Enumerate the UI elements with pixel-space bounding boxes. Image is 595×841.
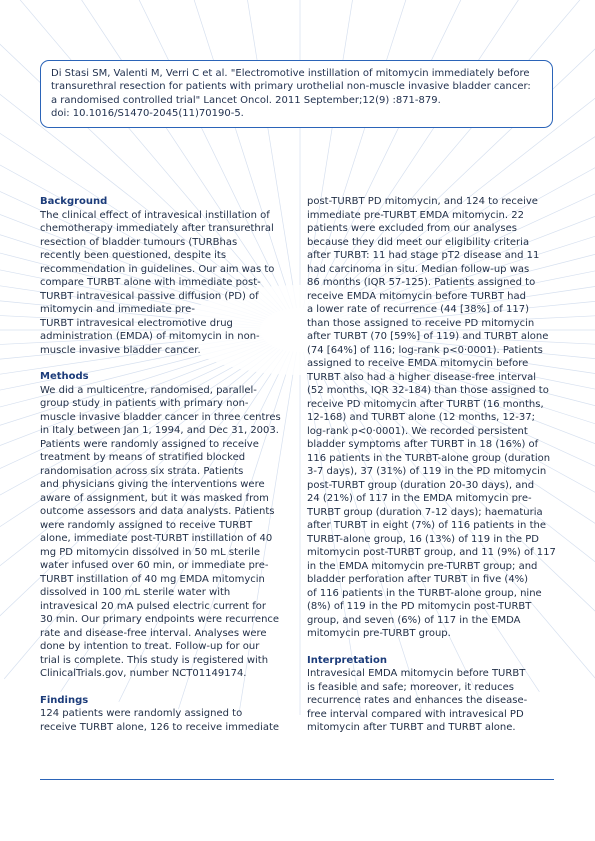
text-line: TURBT instillation of 40 mg EMDA mitomycin xyxy=(40,573,265,585)
text-line: TURBT intravesical electromotive drug xyxy=(40,317,233,329)
text-line: 3-7 days), 37 (31%) of 119 in the PD mitomycin xyxy=(307,466,547,477)
text-line: (52 months, IQR 32-184) than those assigned to xyxy=(307,385,549,396)
text-line: muscle invasive bladder cancer in three centres xyxy=(40,411,281,423)
text-line: Intravesical EMDA mitomycin before TURBT xyxy=(307,668,526,679)
text-line: receive TURBT alone, 126 to receive immediate xyxy=(40,721,280,733)
text-line: after TURBT: 11 had stage pT2 disease and 11 xyxy=(307,250,540,261)
text-line: rate and disease-free interval. Analyses were xyxy=(40,627,267,639)
text-line: recently been questioned, despite its xyxy=(40,250,227,261)
text-line: The clinical effect of intravesical instillation of xyxy=(40,209,270,221)
interpretation-heading: Interpretation xyxy=(307,654,387,666)
text-line: is feasible and safe; moreover, it reduces xyxy=(307,681,514,693)
text-line: 124 patients were randomly assigned to xyxy=(40,708,243,719)
text-line: 24 (21%) of 117 in the EMDA mitomycin pre- xyxy=(307,493,532,504)
methods-heading: Methods xyxy=(40,371,89,382)
findings-heading: Findings xyxy=(40,694,89,706)
text-line: bladder symptoms after TURBT in 18 (16%) of xyxy=(307,439,539,450)
text-line: assigned to receive EMDA mitomycin before xyxy=(307,358,529,369)
findings-text-start xyxy=(40,707,280,734)
text-line: and physicians giving the interventions were xyxy=(40,479,265,490)
text-line: 12-168) and TURBT alone (12 months, 12-37; xyxy=(307,412,535,423)
text-line: mitomycin after TURBT and TURBT alone. xyxy=(307,722,516,733)
text-line: because they did meet our eligibility criteria xyxy=(307,236,530,248)
text-line: muscle invasive bladder cancer. xyxy=(40,344,201,356)
text-line: a lower rate of recurrence (44 [38%] of 117) xyxy=(307,304,529,315)
findings-text-continued xyxy=(307,195,561,641)
citation-doi: doi: 10.1016/S1470-2045(11)70190-5. xyxy=(51,108,244,120)
text-line: had carcinoma in situ. Median follow-up was xyxy=(307,263,530,275)
text-line: chemotherapy immediately after transurethral xyxy=(40,223,274,234)
text-line: in Italy between Jan 1, 1994, and Dec 31, 2003. xyxy=(40,425,279,436)
text-line: recommendation in guidelines. Our aim was to xyxy=(40,263,275,275)
text-line: done by intention to treat. Follow-up for our xyxy=(40,641,260,652)
text-line: receive EMDA mitomycin before TURBT had xyxy=(307,290,526,302)
text-line: TURBT-alone group, 16 (13%) of 119 in the PD xyxy=(307,533,539,545)
text-line: receive PD mitomycin after TURBT (16 months, xyxy=(307,398,544,410)
text-line: treatment by means of stratified blocked xyxy=(40,452,246,463)
text-line: dissolved in 100 mL sterile water with xyxy=(40,587,231,598)
text-line: ClinicalTrials.gov, number NCT01149174. xyxy=(40,668,247,679)
text-line: post-TURBT group (duration 20-30 days), and xyxy=(307,479,535,491)
text-line: recurrence rates and enhances the disease- xyxy=(307,695,528,706)
right-column xyxy=(307,195,561,735)
text-line: group study in patients with primary non- xyxy=(40,398,249,409)
footer-divider xyxy=(40,779,554,780)
text-line: log-rank p<0·0001). We recorded persistent xyxy=(307,425,528,437)
text-line: patients were excluded from our analyses xyxy=(307,223,517,234)
text-line: water infused over 60 min, or immediate pre- xyxy=(40,560,269,571)
text-line: aware of assignment, but it was masked from xyxy=(40,492,269,504)
text-line: alone, immediate post-TURBT instillation of 40 xyxy=(40,533,273,544)
text-line: intravesical 20 mA pulsed electric current for xyxy=(40,600,267,612)
text-line: 30 min. Our primary endpoints were recurrence xyxy=(40,614,280,625)
text-line: group, and seven (6%) of 117 in the EMDA xyxy=(307,614,521,626)
text-line: free interval compared with intravesical PD xyxy=(307,708,524,720)
text-line: TURBT also had a higher disease-free interval xyxy=(307,371,537,383)
text-line: mg PD mitomycin dissolved in 50 mL sterile xyxy=(40,546,261,558)
text-line: TURBT group (duration 7-12 days); haematuria xyxy=(307,506,543,518)
text-line: randomisation across six strata. Patients xyxy=(40,465,244,477)
text-line: were randomly assigned to receive TURBT xyxy=(40,519,253,531)
text-line: 116 patients in the TURBT-alone group (duration xyxy=(307,452,551,464)
citation-line: a randomised controlled trial" Lancet Oncol. 2011 September;12(9) :871-879. xyxy=(51,94,441,106)
text-line: 86 months (IQR 57-125). Patients assigned to xyxy=(307,277,536,288)
interpretation-text xyxy=(307,667,561,735)
text-line: compare TURBT alone with immediate post- xyxy=(40,277,261,288)
text-line: (8%) of 119 in the PD mitomycin post-TURBT xyxy=(307,601,532,612)
background-heading: Background xyxy=(40,196,108,207)
text-line: TURBT intravesical passive diffusion (PD) of xyxy=(40,290,259,302)
text-line: in the EMDA mitomycin pre-TURBT group; and xyxy=(307,560,538,572)
text-line: (74 [64%] of 116; log-rank p<0·0001). Patients xyxy=(307,344,543,356)
text-line: bladder perforation after TURBT in five (4%) xyxy=(307,574,529,585)
text-line: trial is complete. This study is registered with xyxy=(40,654,269,666)
text-line: of 116 patients in the TURBT-alone group, nine xyxy=(307,587,542,599)
text-line: We did a multicentre, randomised, parallel- xyxy=(40,384,257,396)
text-line: resection of bladder tumours (TURBhas xyxy=(40,236,238,248)
background-text xyxy=(40,209,280,358)
text-line: administration (EMDA) of mitomycin in non- xyxy=(40,331,260,342)
text-line: Patients were randomly assigned to receive xyxy=(40,438,259,450)
citation-box xyxy=(40,60,553,128)
text-line: after TURBT (70 [59%] of 119) and TURBT alone xyxy=(307,331,549,342)
text-line: after TURBT in eight (7%) of 116 patients in the xyxy=(307,520,546,531)
text-line: post-TURBT PD mitomycin, and 124 to receive xyxy=(307,196,538,207)
methods-text xyxy=(40,384,280,681)
text-line: mitomycin and immediate pre- xyxy=(40,304,195,315)
text-line: outcome assessors and data analysts. Patients xyxy=(40,506,275,517)
text-line: immediate pre-TURBT EMDA mitomycin. 22 xyxy=(307,209,524,221)
citation-line: Di Stasi SM, Valenti M, Verri C et al. "Electromotive instillation of mitomycin immediately before xyxy=(51,68,530,79)
left-column xyxy=(40,195,280,734)
text-line: mitomycin post-TURBT group, and 11 (9%) of 117 xyxy=(307,547,556,558)
text-line: mitomycin pre-TURBT group. xyxy=(307,628,451,639)
citation-line: transurethral resection for patients with primary urothelial non-muscle invasive bladder cancer: xyxy=(51,81,531,93)
text-line: than those assigned to receive PD mitomycin xyxy=(307,317,535,329)
